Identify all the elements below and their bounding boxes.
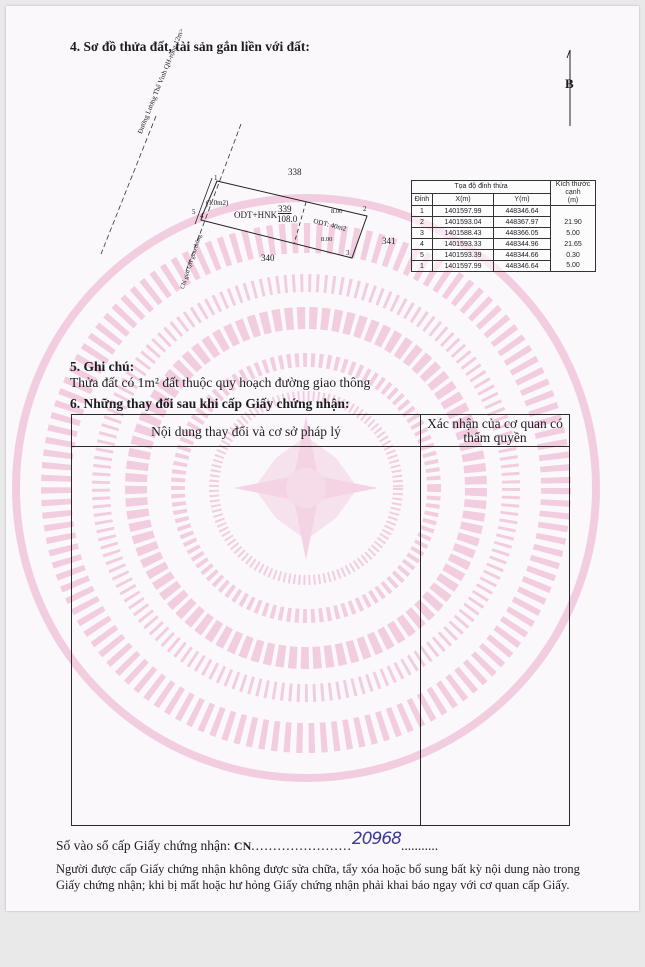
parcel-use: ODT+HNK: [234, 210, 278, 220]
changes-col-confirmation: Xác nhận của cơ quan có thẩm quyền: [427, 416, 563, 445]
parcel-area-note: (1.0m2): [206, 199, 229, 207]
header-dimension-unit: (m): [567, 197, 579, 204]
cell-dim: 0.30: [551, 250, 596, 261]
header-dimension: [551, 181, 596, 206]
edge-bottom-length: 8.00: [321, 236, 333, 243]
table-row: [412, 261, 596, 272]
cell-vertex: 3: [412, 228, 433, 239]
cell-vertex: 5: [412, 250, 433, 261]
north-letter: B: [565, 76, 574, 91]
road-small-label: Chỉ giới QH giao thông: [180, 233, 204, 290]
table-row: [412, 206, 596, 217]
cell-dim: 21.90: [551, 217, 596, 228]
register-prefix: CN: [233, 839, 252, 853]
cell-vertex: 2: [412, 217, 433, 228]
changes-col-content: Nội dung thay đổi và cơ sở pháp lý: [151, 424, 341, 439]
footer-warning-line1: Người được cấp Giấy chứng nhận không được sửa chữa, tẩy xóa hoặc bổ sung bất kỳ nội dung nào trong: [56, 862, 580, 876]
footer-warning-line2: Giấy chứng nhận; khi bị mất hoặc hư hỏng Giấy chứng nhận phải khai báo ngay với cơ quan cấp Giấy.: [56, 878, 570, 892]
register-line: [56, 829, 439, 855]
certificate-page: [6, 6, 639, 911]
cell-x: 1401597.99: [433, 206, 494, 217]
cell-x: 1401597.99: [433, 261, 494, 272]
vertex-5: 5: [192, 208, 196, 216]
neighbor-341: 341: [382, 236, 396, 246]
header-y: Y(m): [494, 193, 551, 206]
coordinates-table: [411, 180, 596, 272]
edge-top-length: 8.00: [331, 208, 343, 215]
cell-dim-empty: [551, 206, 596, 217]
cell-x: 1401588.43: [433, 228, 494, 239]
parcel-number: 339: [278, 204, 292, 214]
cell-y: 448366.05: [494, 228, 551, 239]
vertex-3: 3: [346, 249, 350, 257]
register-dots-1: .......................: [251, 838, 352, 853]
changes-table: [71, 414, 570, 826]
cell-dim: 5.00: [551, 228, 596, 239]
cell-y: 448344.96: [494, 239, 551, 250]
cell-vertex: 1: [412, 261, 433, 272]
section5-title: 5. Ghi chú:: [70, 359, 135, 374]
cell-x: 1401593.39: [433, 250, 494, 261]
section4-title: 4. Sơ đồ thửa đất, tài sản gắn liền với đất:: [70, 39, 310, 54]
odt-label: ODT: 40m2: [312, 217, 348, 233]
neighbor-340: 340: [261, 253, 275, 263]
cell-y: 448344.66: [494, 250, 551, 261]
register-dots-2: ...........: [400, 838, 439, 853]
cell-x: 1401593.04: [433, 217, 494, 228]
register-number: 20968: [351, 829, 401, 849]
table-row: [412, 228, 596, 239]
north-arrow-icon: [563, 48, 577, 128]
road-label: Đường Lương Thế Vinh QH-rộng 12m>: [136, 27, 186, 135]
vertex-1: 1: [214, 174, 218, 182]
changes-content-column: [72, 415, 421, 825]
cell-dim: 5.00: [551, 261, 596, 272]
register-label: Số vào sổ cấp Giấy chứng nhận:: [56, 838, 231, 853]
section5-text: Thửa đất có 1m² đất thuộc quy hoạch đường giao thông: [70, 375, 371, 390]
cell-dim: 21.65: [551, 239, 596, 250]
cell-x: 1401593.33: [433, 239, 494, 250]
parcel-area: 108.0: [277, 214, 298, 224]
vertex-2: 2: [363, 205, 367, 213]
vertex-4: 4: [200, 212, 204, 220]
header-coordinates: Tọa độ đỉnh thửa: [412, 181, 551, 194]
table-header-row: [412, 181, 596, 194]
section6-title: 6. Những thay đổi sau khi cấp Giấy chứng nhận:: [70, 396, 350, 411]
neighbor-338: 338: [288, 167, 302, 177]
table-row: [412, 250, 596, 261]
header-dimension-label: Kích thước cạnh: [555, 181, 591, 196]
cell-vertex: 1: [412, 206, 433, 217]
header-vertex: Đỉnh: [412, 193, 433, 206]
cell-y: 448346.64: [494, 206, 551, 217]
cell-y: 448346.64: [494, 261, 551, 272]
table-row: [412, 217, 596, 228]
header-x: X(m): [433, 193, 494, 206]
cell-y: 448367.97: [494, 217, 551, 228]
cell-vertex: 4: [412, 239, 433, 250]
table-row: [412, 239, 596, 250]
parcel-map: [86, 116, 416, 276]
